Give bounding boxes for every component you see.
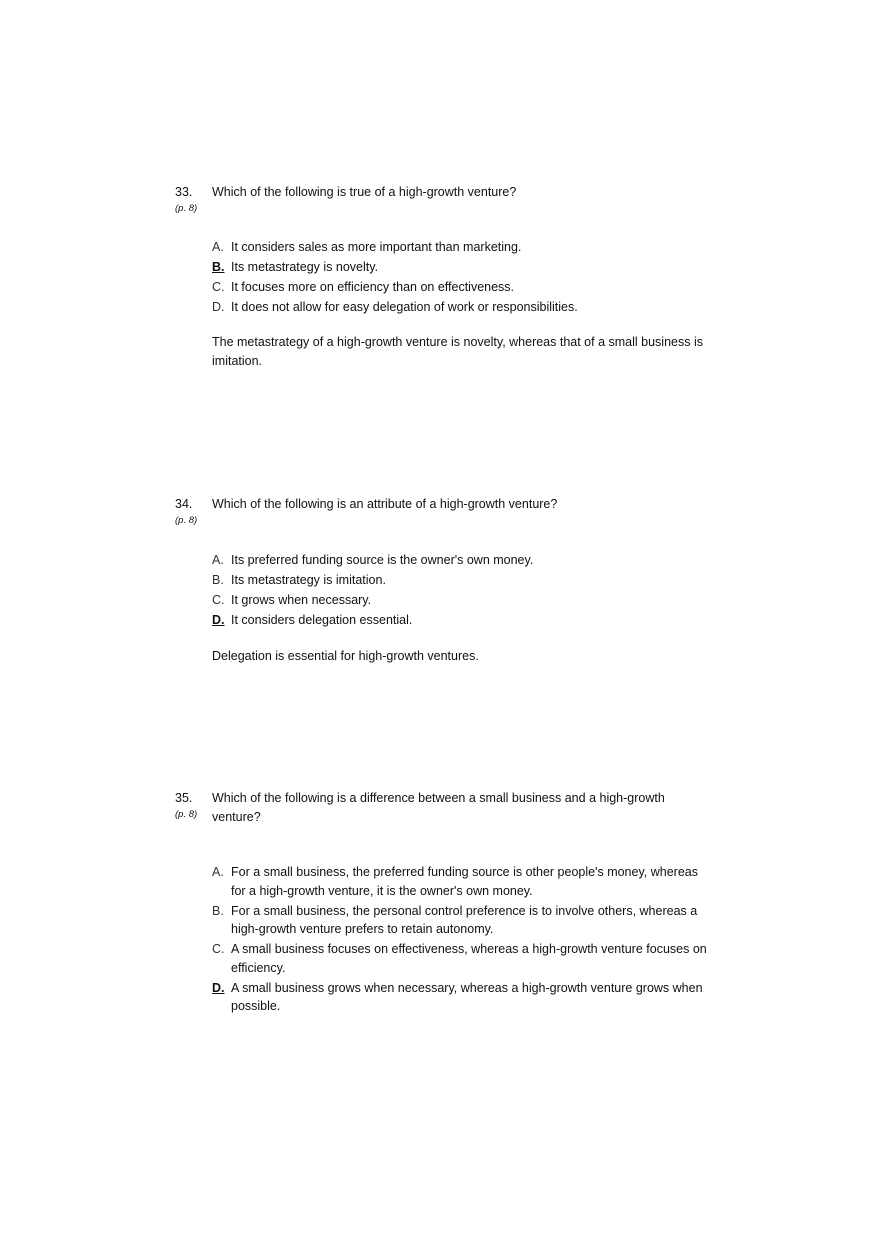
option-letter: D. [212, 300, 225, 314]
option-c [212, 278, 712, 297]
option-letter: C. [212, 280, 225, 294]
page-reference: (p. 8) [175, 809, 198, 820]
option-b [212, 258, 712, 277]
question-number: 34. [175, 497, 193, 511]
option-letter: A. [212, 240, 224, 254]
option-letter-correct: D. [212, 613, 225, 627]
page-reference: (p. 8) [175, 515, 198, 526]
option-letter: B. [212, 903, 224, 918]
option-text: A small business grows when necessary, whereas a high-growth venture grows when possible. [231, 980, 703, 1013]
question-number: 35. [175, 791, 193, 805]
option-text: Its preferred funding source is the owner's own money. [231, 553, 534, 567]
option-d [212, 611, 712, 630]
answer-options [212, 863, 712, 1017]
option-letter: C. [212, 593, 225, 607]
option-b [212, 902, 712, 939]
option-a [212, 238, 712, 257]
option-text: For a small business, the personal control preference is to involve others, whereas a high-growth venture prefers to retain autonomy. [231, 903, 698, 936]
option-c [212, 591, 712, 610]
option-text: It considers delegation essential. [231, 613, 413, 627]
option-a [212, 863, 712, 900]
option-letter: A. [212, 865, 224, 879]
option-text: It does not allow for easy delegation of work or responsibilities. [231, 300, 578, 314]
option-text: For a small business, the preferred funding source is other people's money, whereas for a high-growth venture, it is the owner's own money. [231, 865, 698, 898]
option-a [212, 551, 712, 570]
option-text: It focuses more on efficiency than on effectiveness. [231, 280, 515, 294]
option-c [212, 940, 712, 977]
option-text: A small business focuses on effectiveness, whereas a high-growth venture focuses on efficiency. [231, 942, 707, 975]
question-text: Which of the following is true of a high-growth venture? [212, 185, 517, 199]
option-d [212, 298, 712, 317]
answer-options [212, 238, 712, 318]
question-text: Which of the following is a difference between a small business and a high-growth venture? [212, 791, 665, 824]
option-letter-correct: D. [212, 980, 225, 995]
option-letter: C. [212, 942, 225, 956]
option-text: It considers sales as more important than marketing. [231, 240, 522, 254]
answer-explanation: The metastrategy of a high-growth venture is novelty, whereas that of a small business is imitation. [212, 335, 703, 368]
option-text: It grows when necessary. [231, 593, 372, 607]
question-text: Which of the following is an attribute of a high-growth venture? [212, 497, 558, 511]
option-text: Its metastrategy is novelty. [231, 260, 379, 274]
answer-explanation: Delegation is essential for high-growth ventures. [212, 649, 479, 663]
page-reference: (p. 8) [175, 203, 198, 214]
answer-options [212, 551, 712, 631]
option-letter: A. [212, 553, 224, 567]
question-number: 33. [175, 185, 193, 199]
option-letter: B. [212, 573, 224, 587]
option-b [212, 571, 712, 590]
option-d [212, 979, 712, 1016]
option-letter-correct: B. [212, 260, 225, 274]
option-text: Its metastrategy is imitation. [231, 573, 386, 587]
